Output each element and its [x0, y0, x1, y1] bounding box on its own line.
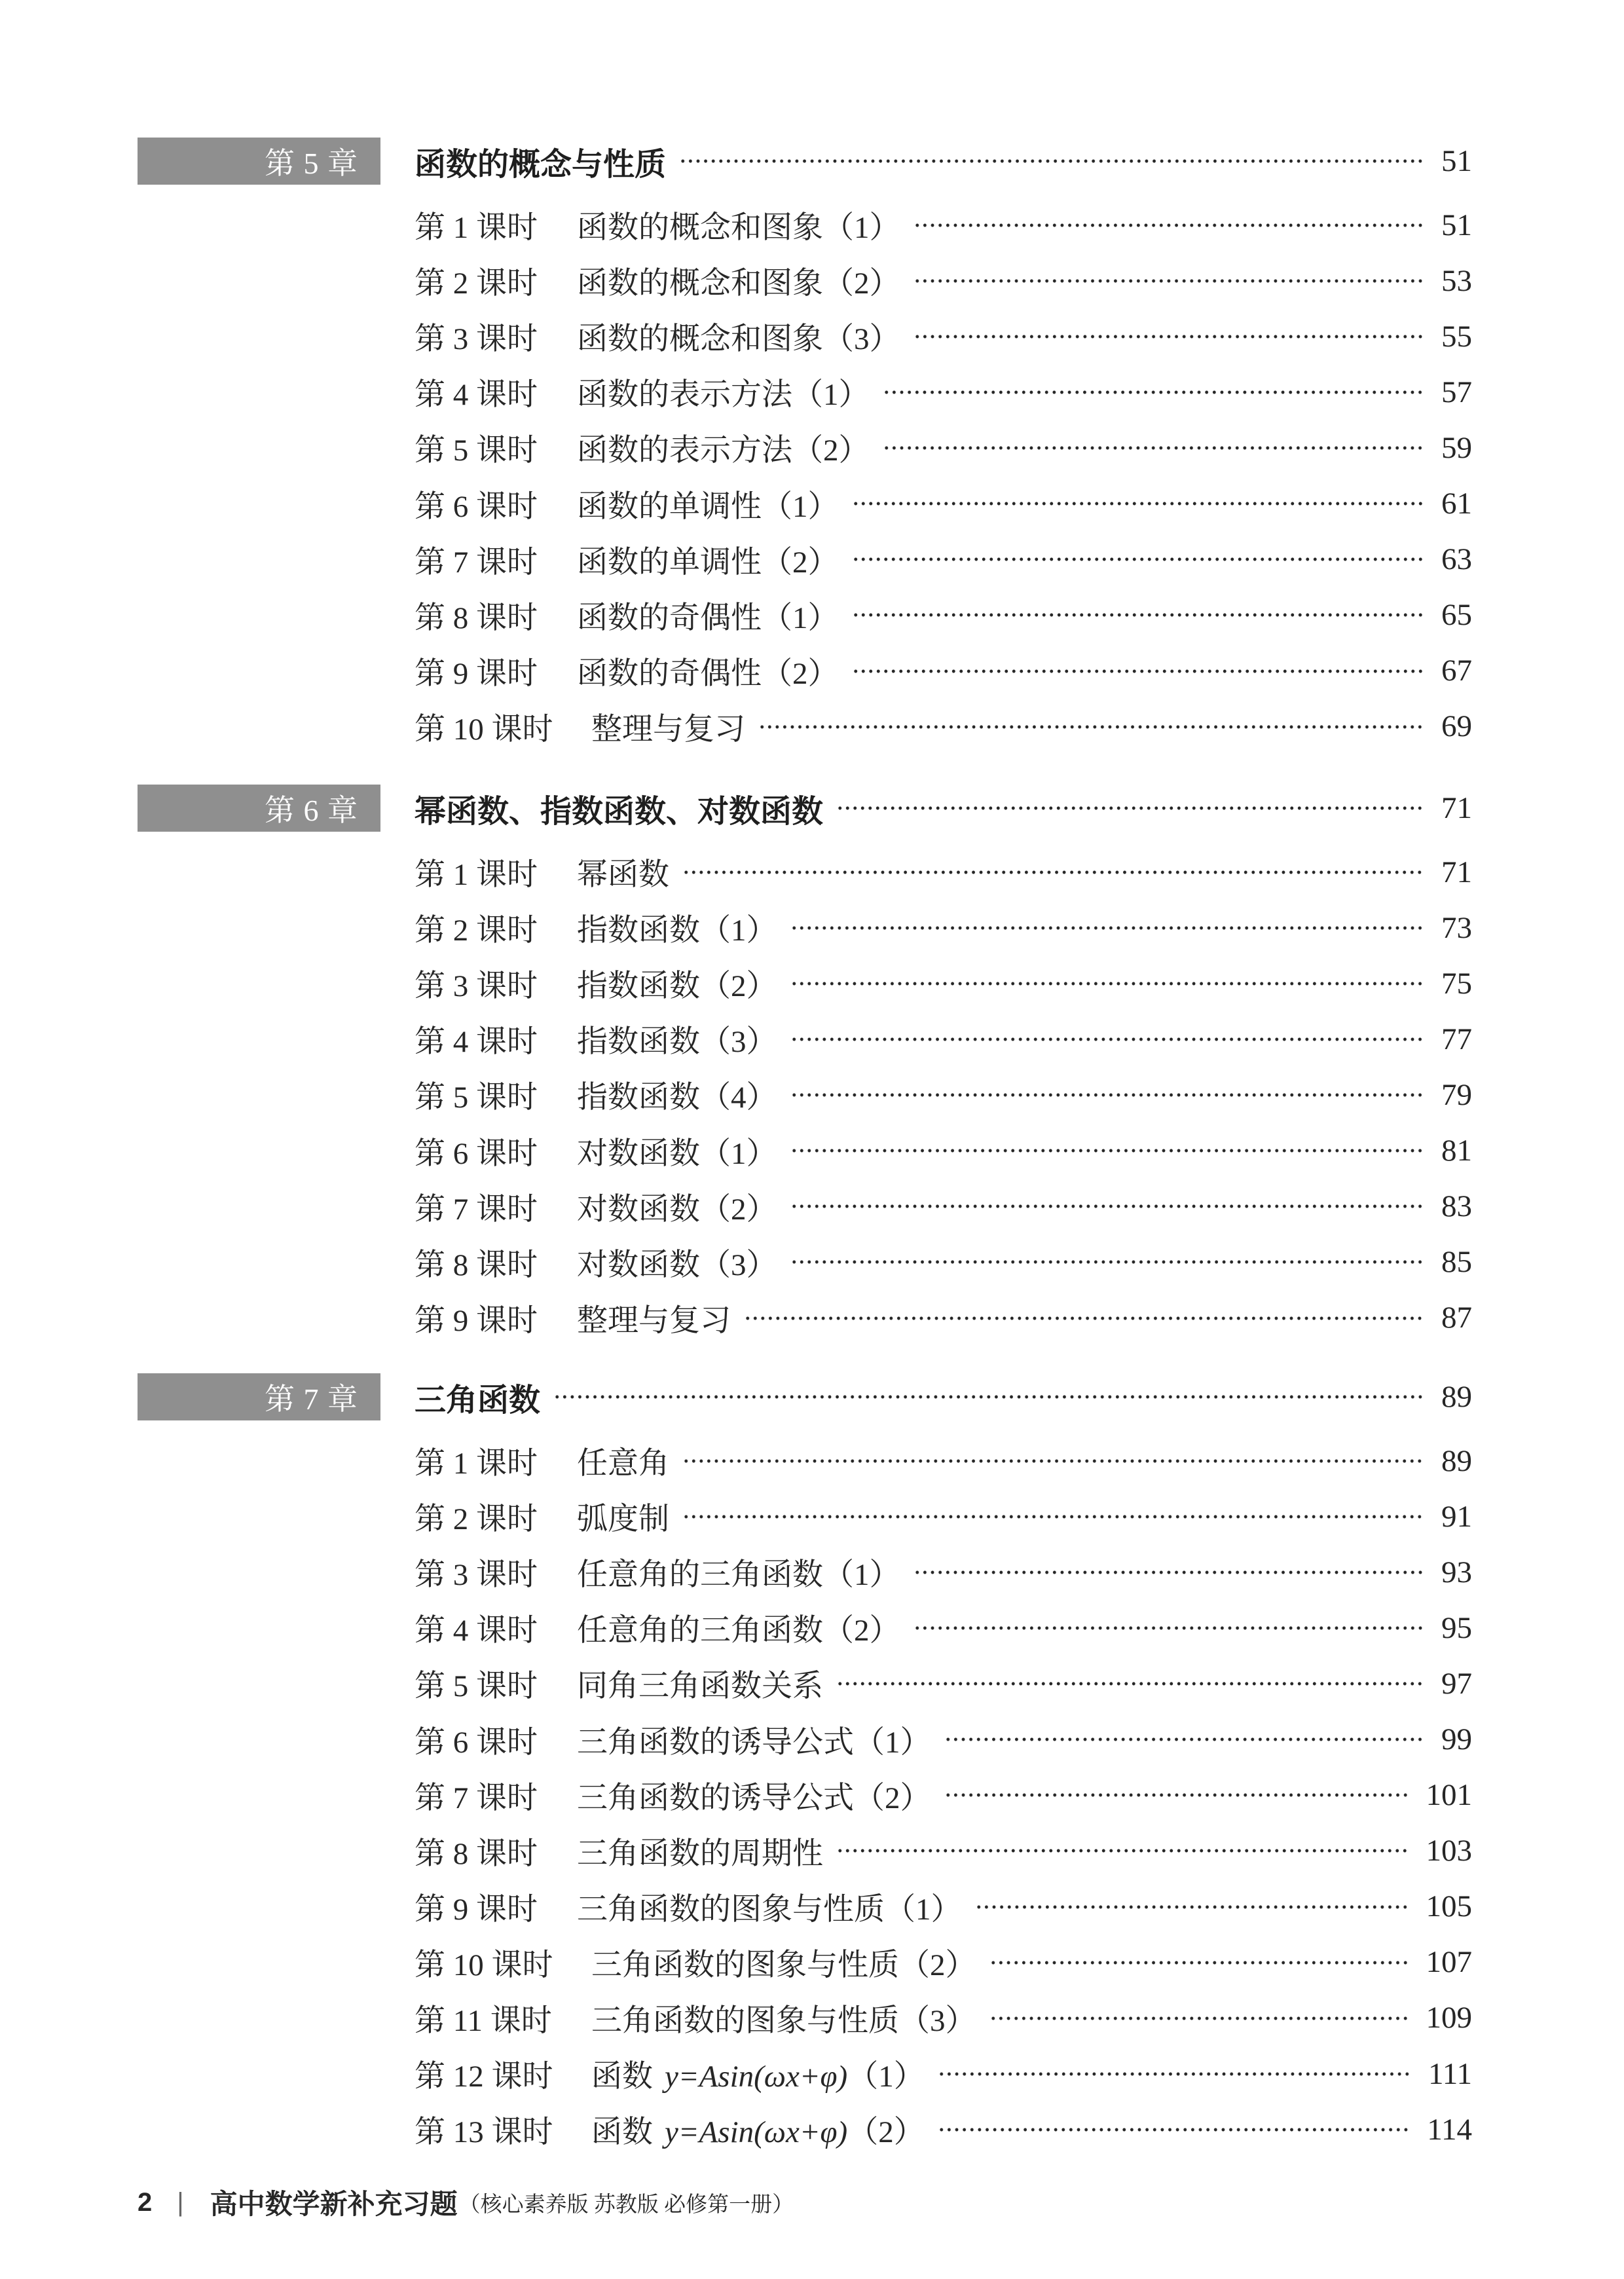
lesson-title: 函数的概念和图象（3）	[577, 322, 900, 357]
page-number: 105	[1426, 1889, 1472, 1924]
page-number: 109	[1426, 2001, 1472, 2035]
lesson-label: 第 6 课时	[415, 489, 538, 524]
page-footer	[138, 2185, 794, 2220]
lesson-title: 函数的表示方法（2）	[577, 434, 870, 468]
dot-leader	[682, 844, 1424, 900]
chapter-label: 第 5 章	[265, 147, 358, 180]
page-number: 87	[1441, 1301, 1472, 1335]
lesson-row	[415, 253, 1472, 308]
chapter-label: 第 7 章	[265, 1382, 358, 1416]
page-number: 79	[1441, 1077, 1472, 1112]
page-number: 95	[1441, 1610, 1472, 1645]
dot-leader	[852, 532, 1425, 587]
page-number: 61	[1441, 487, 1472, 521]
lesson-label: 第 1 课时	[415, 1447, 538, 1481]
book-edition: （核心素养版 苏教版 必修第一册）	[458, 2193, 794, 2217]
page-number: 99	[1441, 1722, 1472, 1757]
lesson-label: 第 2 课时	[415, 1502, 538, 1537]
lesson-row	[415, 1234, 1472, 1290]
dot-leader	[975, 1879, 1409, 1935]
page-number: 57	[1441, 375, 1472, 409]
lesson-row	[415, 1600, 1472, 1656]
page-number: 114	[1427, 2112, 1472, 2147]
lesson-row	[415, 1011, 1472, 1067]
lesson-row	[415, 1990, 1472, 2046]
page-number: 89	[1441, 1380, 1472, 1414]
chapter-title: 函数的概念与性质	[415, 147, 667, 182]
lesson-title: 函数的概念和图象（2）	[577, 267, 900, 301]
page-number: 77	[1441, 1022, 1472, 1056]
lesson-label: 第 12 课时	[415, 2060, 553, 2094]
lesson-row	[415, 955, 1472, 1011]
lesson-title: 三角函数的周期性	[577, 1836, 823, 1871]
lesson-title: 函数的概念和图象（1）	[577, 211, 900, 246]
lesson-title: 函数的奇偶性（2）	[577, 656, 839, 691]
lesson-row	[415, 1433, 1472, 1489]
lesson-title-text: 函数	[591, 2115, 653, 2150]
lesson-title: 整理与复习	[577, 1303, 731, 1338]
lesson-title-text: 函数	[591, 2060, 653, 2094]
lesson-label: 第 10 课时	[415, 712, 553, 747]
lesson-row	[415, 364, 1472, 420]
lesson-list	[415, 844, 1472, 1346]
lesson-title: 对数函数（1）	[577, 1136, 777, 1171]
lesson-label: 第 5 课时	[415, 434, 538, 468]
lesson-list	[415, 197, 1472, 754]
dot-leader	[883, 364, 1425, 420]
lesson-title: 幂函数	[577, 858, 669, 893]
dot-leader	[790, 955, 1425, 1011]
chapter-label: 第 6 章	[265, 794, 358, 827]
page-number: 81	[1441, 1134, 1472, 1168]
lesson-label: 第 13 课时	[415, 2115, 553, 2150]
dot-leader	[758, 699, 1424, 754]
dot-leader	[852, 643, 1425, 699]
lesson-row	[415, 532, 1472, 587]
lesson-title: 函数的单调性（1）	[577, 489, 839, 524]
lesson-label: 第 9 课时	[415, 1892, 538, 1927]
page-number: 101	[1426, 1778, 1472, 1813]
lesson-row	[415, 844, 1472, 900]
page-number: 107	[1426, 1945, 1472, 1980]
lesson-list	[415, 1433, 1472, 2157]
lesson-row	[415, 420, 1472, 475]
lesson-row	[415, 1122, 1472, 1178]
lesson-row	[415, 1879, 1472, 1935]
chapter-label-bar	[138, 138, 380, 185]
lesson-title: 指数函数（4）	[577, 1081, 777, 1115]
lesson-title: 指数函数（2）	[577, 969, 777, 1004]
lesson-label: 第 3 课时	[415, 1558, 538, 1593]
dot-leader	[790, 1179, 1425, 1234]
dot-leader	[679, 138, 1424, 185]
lesson-title: 任意角	[577, 1447, 669, 1481]
page-number: 83	[1441, 1189, 1472, 1224]
lesson-row	[415, 1290, 1472, 1346]
chapter-title: 三角函数	[415, 1382, 541, 1418]
dot-leader	[836, 1823, 1409, 1879]
lesson-label: 第 2 课时	[415, 914, 538, 948]
dot-leader	[913, 253, 1425, 308]
dot-leader	[836, 785, 1424, 832]
dot-leader	[852, 475, 1425, 531]
lesson-row	[415, 475, 1472, 531]
lesson-row	[415, 197, 1472, 253]
lesson-title: 三角函数的诱导公式（1）	[577, 1725, 931, 1760]
dot-leader	[938, 2102, 1411, 2157]
lesson-title: 函数的表示方法（1）	[577, 378, 870, 413]
lesson-label: 第 9 课时	[415, 656, 538, 691]
page-number: 69	[1441, 709, 1472, 744]
lesson-label: 第 8 课时	[415, 1248, 538, 1282]
lesson-row	[415, 308, 1472, 364]
dot-leader	[989, 1990, 1409, 2046]
dot-leader	[938, 2046, 1411, 2102]
dot-leader	[836, 1656, 1424, 1711]
formula: y=Asin(ωx+φ)	[665, 2060, 848, 2094]
footer-separator: |	[177, 2187, 184, 2217]
lesson-title: 函数的奇偶性（1）	[577, 601, 839, 635]
page-number: 71	[1441, 791, 1472, 825]
page-number: 53	[1441, 263, 1472, 298]
lesson-title: 任意角的三角函数（1）	[577, 1558, 900, 1593]
lesson-title	[591, 2052, 925, 2096]
page-number: 91	[1441, 1499, 1472, 1534]
dot-leader	[944, 1768, 1409, 1823]
page-number: 85	[1441, 1245, 1472, 1280]
lesson-row	[415, 643, 1472, 699]
lesson-label: 第 6 课时	[415, 1725, 538, 1760]
lesson-title: 三角函数的诱导公式（2）	[577, 1781, 931, 1815]
page-number: 55	[1441, 319, 1472, 354]
dot-leader	[790, 1122, 1425, 1178]
lesson-title: 函数的单调性（2）	[577, 545, 839, 580]
page-number: 93	[1441, 1555, 1472, 1589]
lesson-row	[415, 2046, 1472, 2102]
chapter-title-row	[415, 785, 1472, 832]
dot-leader	[682, 1433, 1424, 1489]
lesson-title: 同角三角函数关系	[577, 1669, 823, 1704]
dot-leader	[744, 1290, 1424, 1346]
book-title: 高中数学新补充习题	[210, 2189, 458, 2219]
lesson-label: 第 1 课时	[415, 211, 538, 246]
chapter-title: 幂函数、指数函数、对数函数	[415, 794, 824, 829]
page-number: 97	[1441, 1666, 1472, 1701]
lesson-label: 第 7 课时	[415, 1192, 538, 1227]
page-number: 75	[1441, 966, 1472, 1001]
dot-leader	[989, 1935, 1409, 1990]
page-number: 111	[1428, 2056, 1472, 2091]
page-number: 103	[1426, 1834, 1472, 1868]
lesson-label: 第 3 课时	[415, 322, 538, 357]
chapter-title-row	[415, 1373, 1472, 1420]
lesson-title-suffix: （2）	[847, 2115, 925, 2150]
lesson-label: 第 7 课时	[415, 1781, 538, 1815]
lesson-label: 第 1 课时	[415, 858, 538, 893]
lesson-row	[415, 1179, 1472, 1234]
page-number: 67	[1441, 654, 1472, 688]
page-number: 71	[1441, 855, 1472, 889]
lesson-title: 弧度制	[577, 1502, 669, 1537]
lesson-title: 对数函数（2）	[577, 1192, 777, 1227]
lesson-row	[415, 1823, 1472, 1879]
lesson-title: 三角函数的图象与性质（3）	[591, 2003, 976, 2038]
page-number: 89	[1441, 1443, 1472, 1478]
lesson-title: 任意角的三角函数（2）	[577, 1614, 900, 1648]
lesson-label: 第 4 课时	[415, 1025, 538, 1060]
lesson-row	[415, 900, 1472, 955]
dot-leader	[913, 308, 1425, 364]
page-number: 65	[1441, 598, 1472, 633]
lesson-label: 第 8 课时	[415, 601, 538, 635]
lesson-row	[415, 1656, 1472, 1711]
lesson-label: 第 5 课时	[415, 1081, 538, 1115]
dot-leader	[852, 587, 1425, 643]
lesson-label: 第 10 课时	[415, 1948, 553, 1982]
lesson-label: 第 6 课时	[415, 1136, 538, 1171]
lesson-title-suffix: （1）	[847, 2060, 925, 2094]
lesson-title: 指数函数（1）	[577, 914, 777, 948]
page-number: 73	[1441, 910, 1472, 945]
lesson-row	[415, 1067, 1472, 1122]
lesson-row	[415, 587, 1472, 643]
lesson-title: 整理与复习	[591, 712, 745, 747]
dot-leader	[682, 1489, 1424, 1544]
footer-page-number: 2	[138, 2187, 153, 2217]
lesson-title: 三角函数的图象与性质（1）	[577, 1892, 962, 1927]
page-number: 51	[1441, 208, 1472, 242]
chapter-label-bar	[138, 1373, 380, 1420]
dot-leader	[913, 1544, 1425, 1600]
dot-leader	[553, 1373, 1424, 1420]
lesson-row	[415, 1711, 1472, 1767]
lesson-label: 第 3 课时	[415, 969, 538, 1004]
chapter-title-row	[415, 138, 1472, 185]
dot-leader	[790, 1234, 1425, 1290]
lesson-label: 第 5 课时	[415, 1669, 538, 1704]
page-number: 59	[1441, 430, 1472, 465]
lesson-title: 指数函数（3）	[577, 1025, 777, 1060]
lesson-label: 第 4 课时	[415, 1614, 538, 1648]
dot-leader	[913, 1600, 1425, 1656]
lesson-row	[415, 2102, 1472, 2157]
dot-leader	[944, 1711, 1425, 1767]
formula: y=Asin(ωx+φ)	[665, 2115, 848, 2150]
lesson-row	[415, 1768, 1472, 1823]
lesson-label: 第 11 课时	[415, 2003, 552, 2038]
dot-leader	[790, 900, 1425, 955]
lesson-row	[415, 1935, 1472, 1990]
lesson-row	[415, 1489, 1472, 1544]
lesson-title: 对数函数（3）	[577, 1248, 777, 1282]
lesson-label: 第 4 课时	[415, 378, 538, 413]
dot-leader	[913, 197, 1425, 253]
dot-leader	[790, 1011, 1425, 1067]
lesson-title	[591, 2107, 925, 2151]
page-number: 51	[1441, 144, 1472, 178]
lesson-title: 三角函数的图象与性质（2）	[591, 1948, 976, 1982]
lesson-row	[415, 1544, 1472, 1600]
page-number: 63	[1441, 542, 1472, 577]
chapter-label-bar	[138, 785, 380, 832]
lesson-label: 第 2 课时	[415, 267, 538, 301]
lesson-label: 第 8 课时	[415, 1836, 538, 1871]
lesson-label: 第 7 课时	[415, 545, 538, 580]
dot-leader	[790, 1067, 1425, 1122]
lesson-label: 第 9 课时	[415, 1303, 538, 1338]
dot-leader	[883, 420, 1425, 475]
lesson-row	[415, 699, 1472, 754]
